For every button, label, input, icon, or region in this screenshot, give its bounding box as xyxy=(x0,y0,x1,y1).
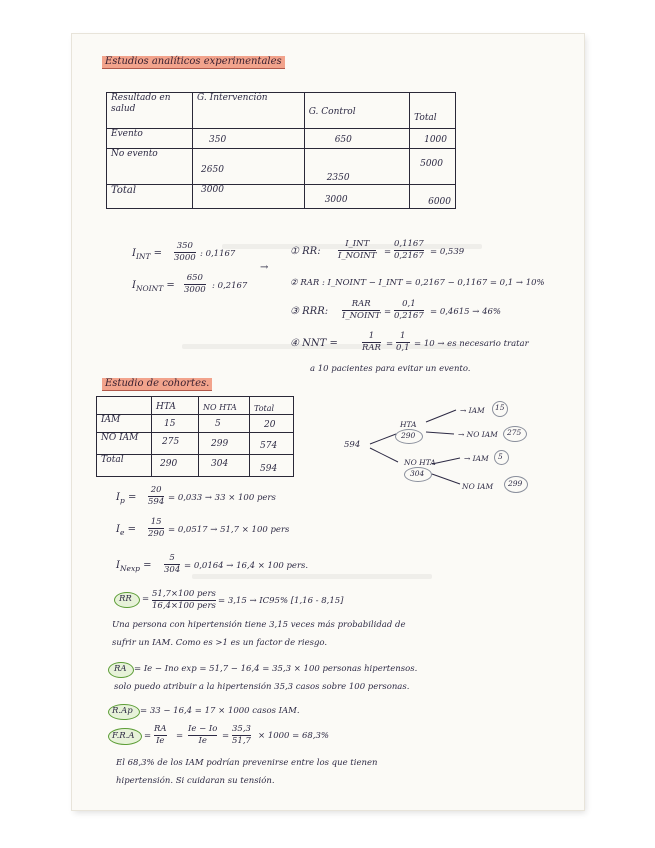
ra-interpretation: solo puedo atribuir a la hipertensión 35,3 casos sobre 100 personas. xyxy=(114,682,410,692)
table-cell: 5 xyxy=(199,415,250,433)
tree-nohta-count: 304 xyxy=(410,469,425,478)
table-cell: 299 xyxy=(199,433,250,455)
rr-fraction-values: 0,1167 0,2167 xyxy=(394,239,424,261)
nnt-result: = 10 → es necesario tratar xyxy=(414,339,529,349)
final-text-2: hipertensión. Si cuidaran su tensión. xyxy=(116,776,275,786)
arrow-icon: → xyxy=(260,262,269,273)
table-header-cell: Resultado en salud xyxy=(107,93,193,129)
tree-nohta-noiam-n: 299 xyxy=(508,479,523,488)
table-cell: 3000 xyxy=(193,185,305,209)
i-noint-label: $I_{NOINT}$ = xyxy=(132,280,175,293)
table-cell: 594 xyxy=(250,455,294,477)
ip-fraction: 20 594 xyxy=(148,485,165,507)
tree-nohta-iam-n: 5 xyxy=(498,452,503,461)
rar-line: ② RAR : I_NOINT − I_INT = 0,2167 − 0,1167 = 0,1 → 10% xyxy=(290,278,545,288)
table-header-cell: HTA xyxy=(152,397,199,415)
rrr-label: ③ RRR: xyxy=(290,306,329,317)
inexp-result: = 0,0164 → 16,4 × 100 pers. xyxy=(184,561,309,571)
i-int-result: : 0,1167 xyxy=(200,249,236,259)
fra-fraction-1: RA Ie xyxy=(154,724,167,746)
nnt-explanation: a 10 pacientes para evitar un evento. xyxy=(310,364,471,374)
table-cell: 2650 xyxy=(193,149,305,185)
rap-name: R.Ap xyxy=(112,706,133,716)
table-cell: 2350 xyxy=(304,149,409,185)
table-cell: 290 xyxy=(152,455,199,477)
rr-interpretation-1: Una persona con hipertensión tiene 3,15 veces más probabilidad de xyxy=(112,620,406,630)
fra-result: × 1000 = 68,3% xyxy=(258,731,329,741)
rr-result: = 0,539 xyxy=(430,247,465,257)
table-cell: 15 xyxy=(152,415,199,433)
tree-hta-iam: → IAM xyxy=(460,406,485,415)
tree-hta-iam-n: 15 xyxy=(495,403,505,412)
inexp-label: $I_{Nexp}$ = xyxy=(116,560,152,573)
bleed-through-line xyxy=(192,574,432,579)
tree-hta-noiam-n: 275 xyxy=(507,428,522,437)
table-header-cell: Total xyxy=(410,93,456,129)
ip-result: = 0,033 → 33 × 100 pers xyxy=(168,493,276,503)
table-cell: 6000 xyxy=(410,185,456,209)
table-cell: Total xyxy=(97,455,152,477)
table-cell: 574 xyxy=(250,433,294,455)
ie-fraction: 15 290 xyxy=(148,517,165,539)
ra-text: = Ie − Ino exp = 51,7 − 16,4 = 35,3 × 100 personas hipertensos. xyxy=(134,664,418,674)
fra-eq2: = xyxy=(176,731,184,741)
i-int-fraction: 350 3000 xyxy=(174,241,196,263)
rrr-result: = 0,4615 → 46% xyxy=(430,307,501,317)
rr-label: ① RR: xyxy=(290,246,321,257)
table-cell: Total xyxy=(107,185,193,209)
rr-cohort-fraction: 51,7×100 pers 16,4×100 pers xyxy=(152,589,216,611)
table-header-cell: Total xyxy=(250,397,294,415)
table-cell: NO IAM xyxy=(97,433,152,455)
rrr-fraction-values: 0,1 0,2167 xyxy=(394,299,424,321)
nnt-eq: = xyxy=(386,339,394,349)
equals-sign: = xyxy=(142,594,150,604)
table-cell: 275 xyxy=(152,433,199,455)
rr-cohort-name: RR xyxy=(119,594,132,604)
cohortes-table xyxy=(96,396,294,477)
fra-fraction-3: 35,3 51,7 xyxy=(232,724,251,746)
ip-label: $I_p$ = xyxy=(116,492,137,505)
ie-label: $I_e$ = xyxy=(116,524,136,537)
table-cell: 1000 xyxy=(410,129,456,149)
nnt-label: ④ NNT = xyxy=(290,338,338,349)
fra-fraction-2: Ie − Io Ie xyxy=(188,724,218,746)
table-header-cell: G. Control xyxy=(304,93,409,129)
fra-eq3: = xyxy=(222,731,230,741)
fra-eq1: = xyxy=(144,731,152,741)
i-int-label: $I_{INT}$ = xyxy=(132,248,163,261)
inexp-fraction: 5 304 xyxy=(164,553,181,575)
tree-nohta-iam: → IAM xyxy=(464,454,489,463)
i-noint-fraction: 650 3000 xyxy=(184,273,206,295)
table-cell: 5000 xyxy=(410,149,456,185)
experimental-table xyxy=(106,92,456,209)
table-header-cell xyxy=(97,397,152,415)
table-cell: IAM xyxy=(97,415,152,433)
tree-root: 594 xyxy=(344,440,361,450)
rrr-eq: = xyxy=(384,307,392,317)
table-cell: 650 xyxy=(304,129,409,149)
nnt-fraction: 1 RAR xyxy=(362,331,381,353)
tree-nohta-label: NO HTA xyxy=(404,458,436,467)
i-noint-result: : 0,2167 xyxy=(212,281,248,291)
rr-fraction: I_INT I_NOINT xyxy=(338,239,377,261)
rrr-fraction: RAR I_NOINT xyxy=(342,299,381,321)
fra-name: F.R.A xyxy=(112,731,135,741)
table-cell: 20 xyxy=(250,415,294,433)
section-title-cohortes: Estudio de cohortes. xyxy=(102,378,212,391)
table-cell: 3000 xyxy=(304,185,409,209)
table-cell: 304 xyxy=(199,455,250,477)
tree-nohta-noiam: NO IAM xyxy=(462,482,494,491)
rr-interpretation-2: sufrir un IAM. Como es >1 es un factor de riesgo. xyxy=(112,638,328,648)
tree-hta-count: 290 xyxy=(401,431,416,440)
table-header-cell: G. Intervención xyxy=(193,93,305,129)
tree-hta-label: HTA xyxy=(400,420,417,429)
ra-name: RA xyxy=(114,664,127,674)
table-header-cell: NO HTA xyxy=(199,397,250,415)
table-cell: Evento xyxy=(107,129,193,149)
rr-eq: = xyxy=(384,247,392,257)
tree-hta-noiam: → NO IAM xyxy=(458,430,498,439)
section-title-experimental: Estudios analíticos experimentales xyxy=(102,56,285,69)
rap-text: = 33 − 16,4 = 17 × 1000 casos IAM. xyxy=(140,706,300,716)
rr-cohort-result: = 3,15 → IC95% [1,16 - 8,15] xyxy=(218,596,344,606)
ie-result: = 0,0517 → 51,7 × 100 pers xyxy=(168,525,290,535)
table-cell: 350 xyxy=(193,129,305,149)
nnt-fraction-values: 1 0,1 xyxy=(396,331,410,353)
table-cell: No evento xyxy=(107,149,193,185)
final-text-1: El 68,3% de los IAM podrían prevenirse entre los que tienen xyxy=(116,758,378,768)
notebook-page xyxy=(72,34,584,810)
